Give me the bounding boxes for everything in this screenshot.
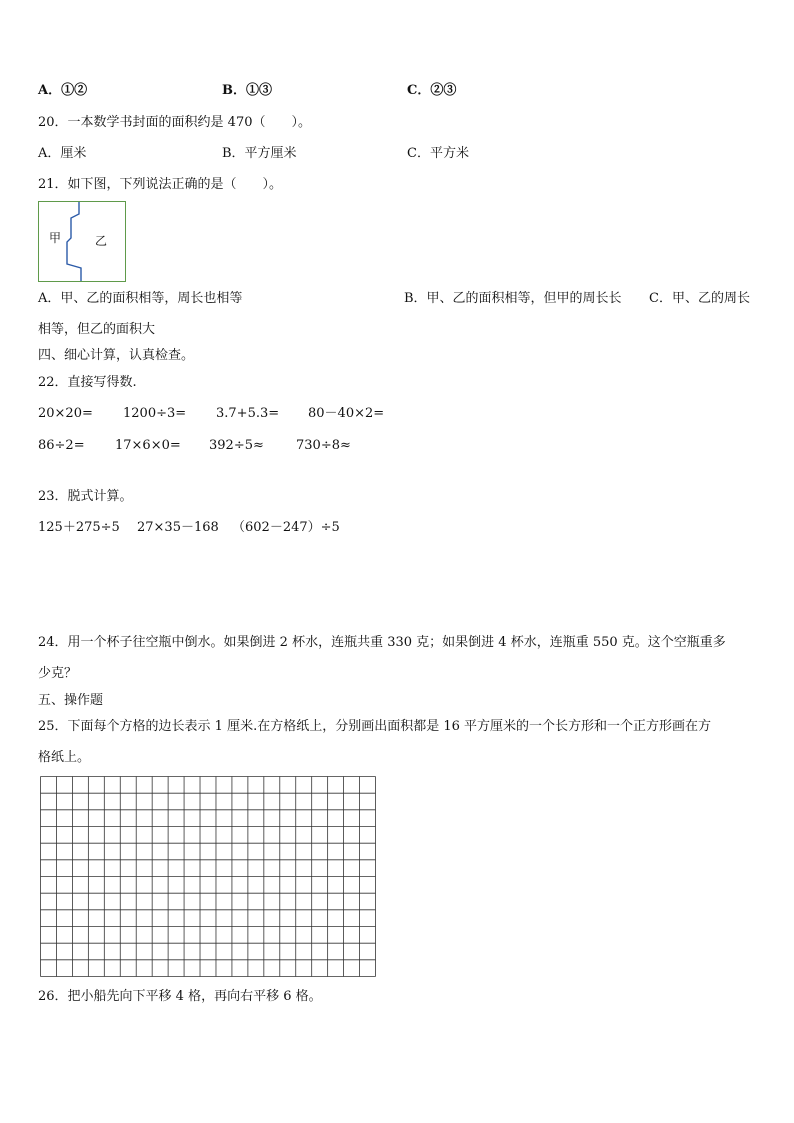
q22-stem: 22．直接写得数. xyxy=(38,375,137,390)
q22-r1-item3: 3.7+5.3= xyxy=(216,406,280,421)
section-four-title: 四、细心计算，认真检查。 xyxy=(38,348,195,363)
q25-line2: 格纸上。 xyxy=(38,750,91,765)
q24-line2: 少克？ xyxy=(38,666,78,681)
q19-option-c: C．②③ xyxy=(407,83,457,98)
q22-r2-item2: 17×6×0= xyxy=(115,438,181,453)
q23-item1: 125＋275÷5 xyxy=(38,520,120,535)
q23-item3: （602－247）÷5 xyxy=(232,520,340,535)
figure-label-yi: 乙 xyxy=(95,234,108,248)
q22-r2-item3: 392÷5≈ xyxy=(209,438,264,453)
q20-option-c: C．平方米 xyxy=(407,146,469,161)
section-five-title: 五、操作题 xyxy=(38,693,104,708)
q22-r1-item4: 80－40×2= xyxy=(308,406,385,421)
q21-option-c: C．甲、乙的周长 xyxy=(649,291,750,306)
q19-option-a: A．①② xyxy=(38,83,88,98)
q21-option-c-cont: 相等，但乙的面积大 xyxy=(38,322,156,337)
graph-paper-grid xyxy=(40,776,376,977)
figure-label-jia: 甲 xyxy=(49,231,62,245)
q23-stem: 23．脱式计算。 xyxy=(38,489,133,504)
q21-option-b: B．甲、乙的面积相等，但甲的周长长 xyxy=(404,291,622,306)
q20-stem: 20．一本数学书封面的面积约是 470（ ）。 xyxy=(38,115,311,130)
q22-r1-item2: 1200÷3= xyxy=(123,406,187,421)
q22-r1-item1: 20×20= xyxy=(38,406,93,421)
q26-stem: 26．把小船先向下平移 4 格，再向右平移 6 格。 xyxy=(38,989,322,1004)
q21-option-a: A．甲、乙的面积相等，周长也相等 xyxy=(38,291,243,306)
q20-option-b: B．平方厘米 xyxy=(222,146,297,161)
q25-line1: 25．下面每个方格的边长表示 1 厘米.在方格纸上，分别画出面积都是 16 平方厘米的一个长方形和一个正方形画在方 xyxy=(38,719,712,734)
q24-line1: 24．用一个杯子往空瓶中倒水。如果倒进 2 杯水，连瓶共重 330 克；如果倒进 4 杯水，连瓶重 550 克。这个空瓶重多 xyxy=(38,635,726,650)
q20-option-a: A．厘米 xyxy=(38,146,87,161)
q22-r2-item1: 86÷2= xyxy=(38,438,85,453)
q21-stem: 21．如下图，下列说法正确的是（ ）。 xyxy=(38,177,283,192)
q21-figure xyxy=(38,201,126,282)
q23-item2: 27×35－168 xyxy=(137,520,219,535)
q22-r2-item4: 730÷8≈ xyxy=(296,438,351,453)
q19-option-b: B．①③ xyxy=(222,83,272,98)
